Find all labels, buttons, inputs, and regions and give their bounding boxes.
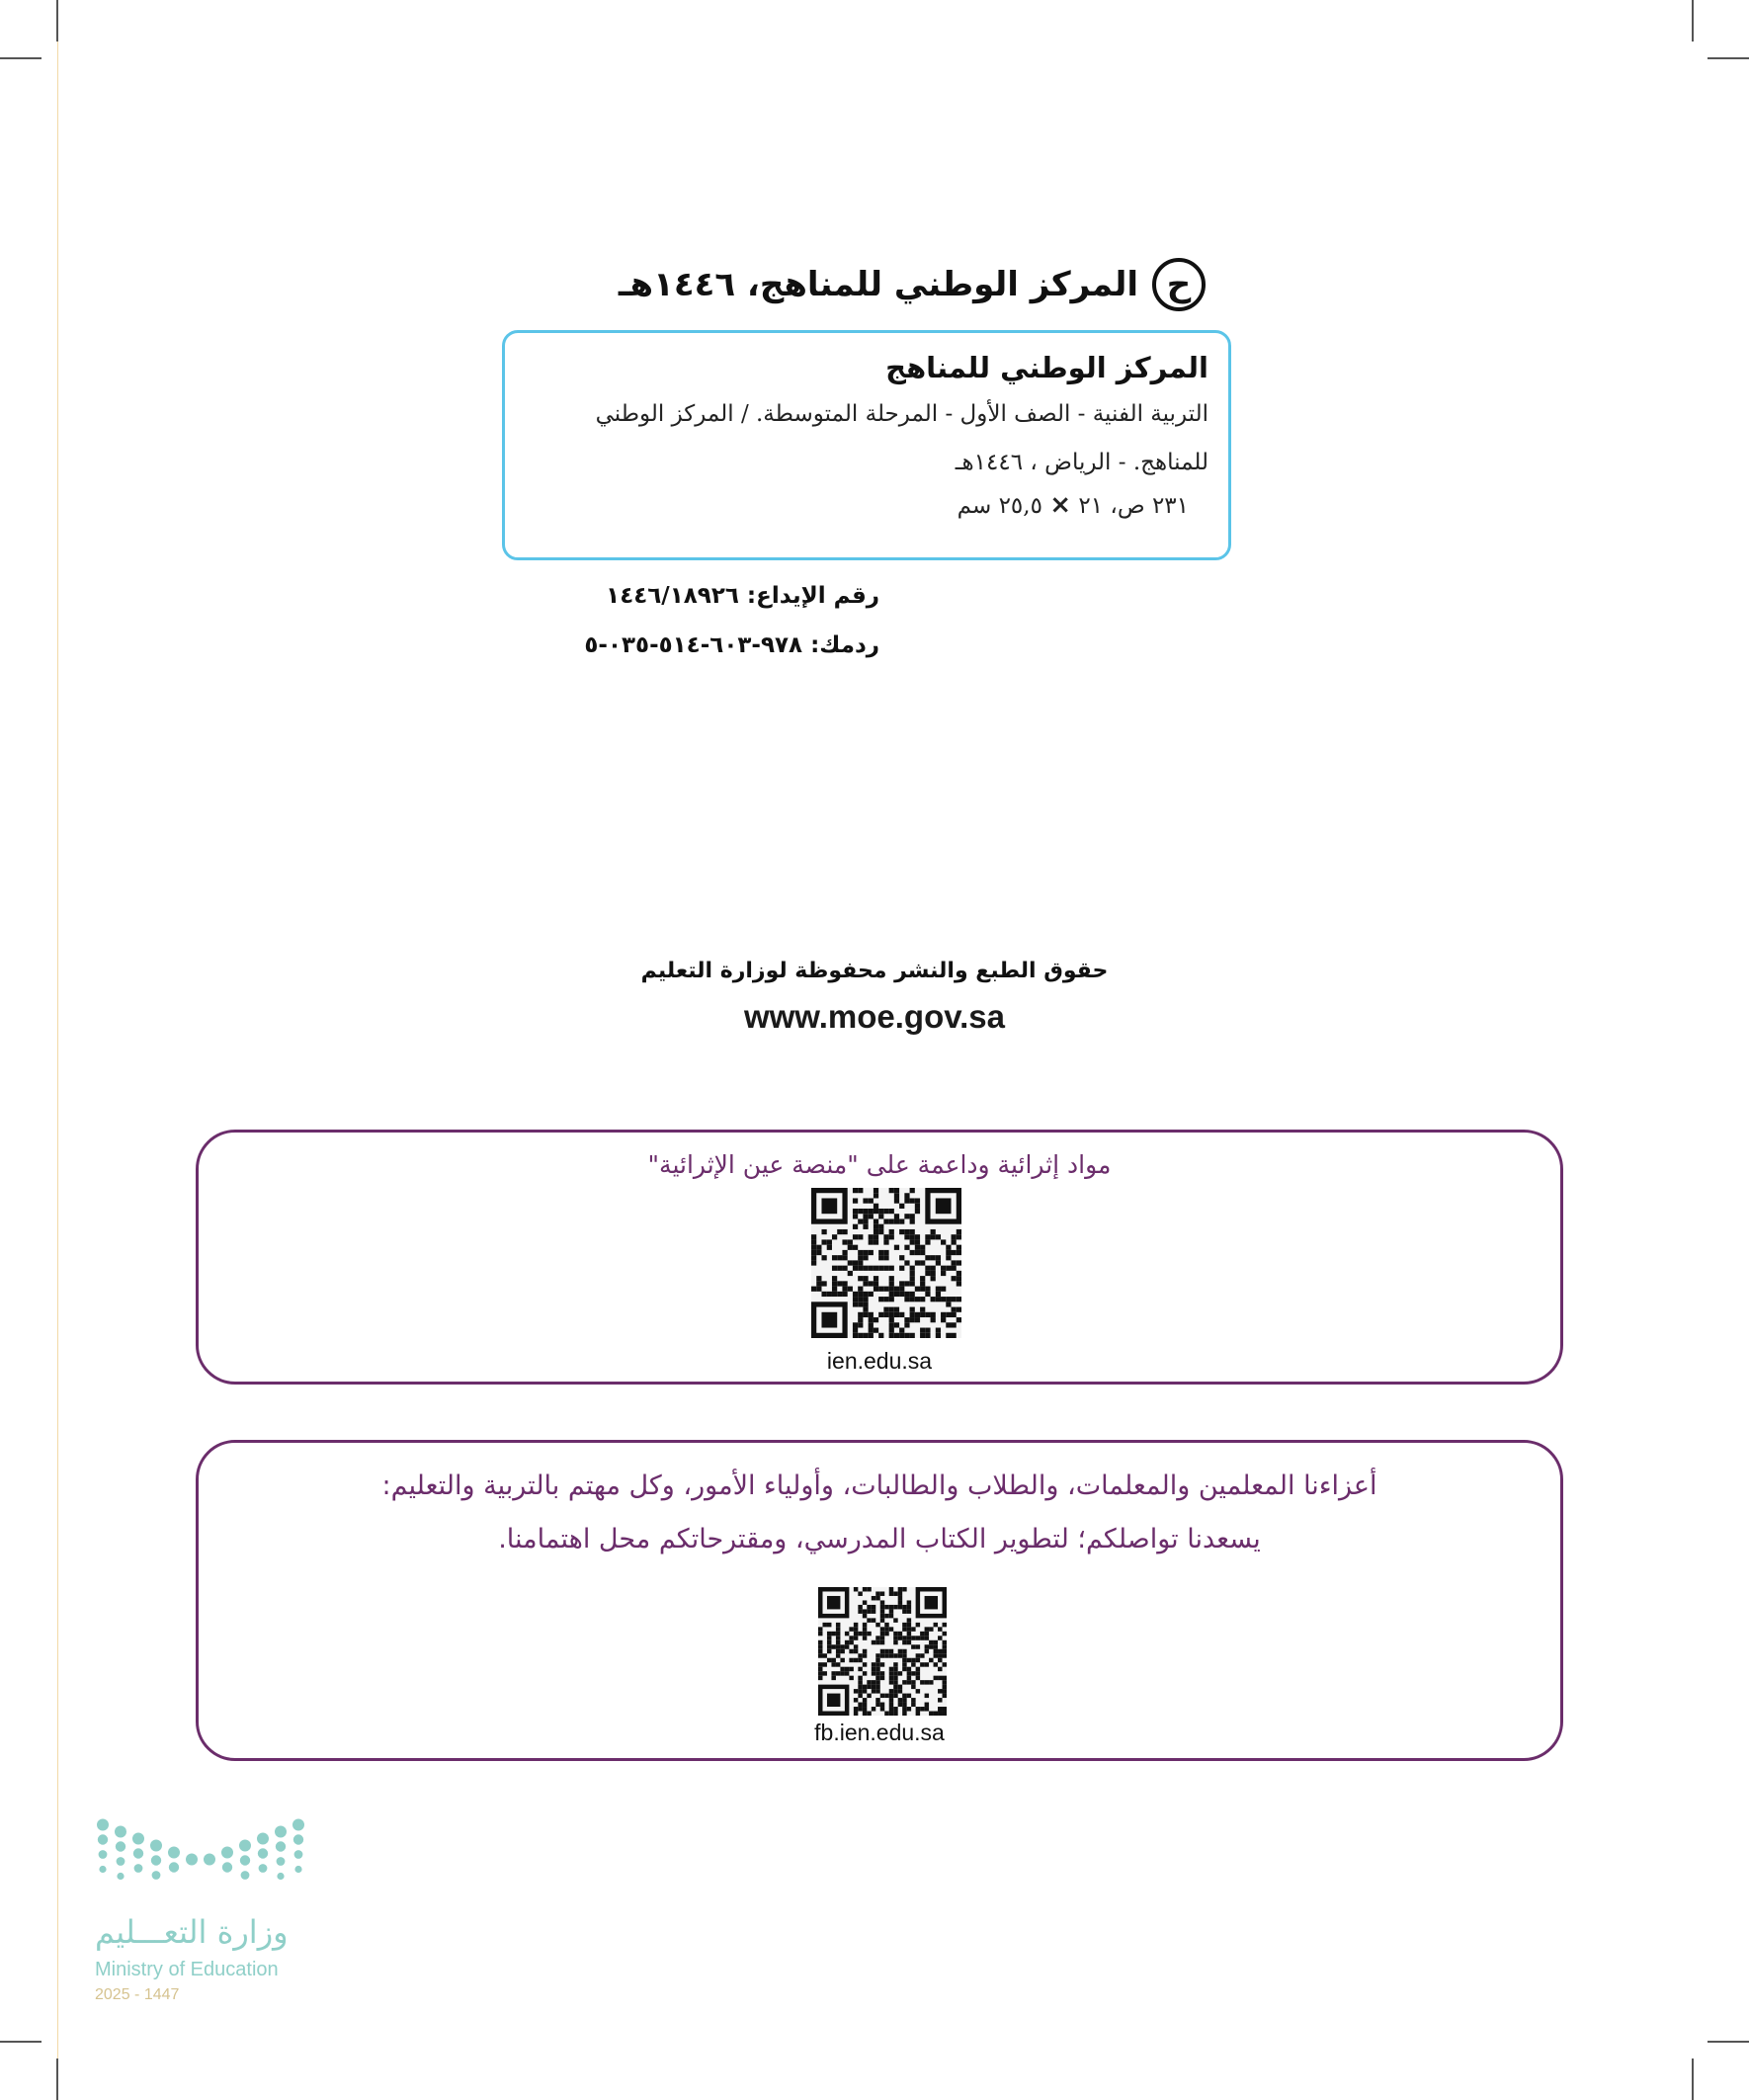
feedback-line-2: يسعدنا تواصلكم؛ لتطوير الكتاب المدرسي، ومقترحاتكم محل اهتمامنا. [498,1524,1261,1554]
catalog-width: ٢١ [1078,493,1104,519]
deposit-number [534,583,879,609]
crop-mark [1692,0,1694,42]
catalog-pages: ٢٣١ ص، [1110,493,1189,519]
copyright-text: المركز الوطني للمناهج، ١٤٤٦هـ [618,265,1138,304]
copyright-line [593,255,1206,314]
feedback-qr-code[interactable] [818,1587,947,1716]
catalog-box [502,330,1231,560]
catalog-height: ٢٥,٥ سم [957,493,1042,519]
crop-mark [56,0,58,42]
ien-box-title: مواد إثرائية وداعمة على "منصة عين الإثرائية" [647,1150,1112,1179]
deposit-label: رقم الإيداع: [746,583,879,609]
bleed-line [57,42,58,2058]
crop-mark [1707,2041,1749,2043]
ien-qr-code[interactable] [811,1188,961,1338]
ien-platform-box [196,1130,1563,1385]
crop-mark [0,57,42,59]
ministry-logo-year: 2025 - 1447 [95,1986,180,2003]
ministry-name-arabic: وزارة التعـــليم [95,1913,289,1951]
feedback-box [196,1440,1563,1761]
isbn-label: ردمك: [810,632,879,658]
isbn-number [534,632,879,658]
qr-code-icon [811,1188,961,1338]
rights-notice: حقوق الطبع والنشر محفوظة لوزارة التعليم [640,959,1109,983]
catalog-title: المركز الوطني للمناهج [885,351,1208,384]
isbn-value: ٩٧٨-٦٠٣-٥١٤-٠٣٥-٥ [584,632,803,658]
crop-mark [56,2058,58,2100]
ien-url[interactable]: ien.edu.sa [826,1348,933,1374]
qr-code-icon [818,1587,947,1716]
catalog-line-1: التربية الفنية - الصف الأول - المرحلة المتوسطة. / المركز الوطني [595,401,1208,427]
crop-mark [1707,57,1749,59]
deposit-value: ١٤٤٦/١٨٩٢٦ [606,583,739,609]
feedback-line-1: أعزاءنا المعلمين والمعلمات، والطلاب والطالبات، وأولياء الأمور، وكل مهتم بالتربية والتعليم: [381,1470,1377,1501]
crop-mark [0,2041,42,2043]
feedback-url[interactable]: fb.ien.edu.sa [814,1720,945,1745]
catalog-dimensions [527,485,1208,526]
times-sign: × [1049,490,1072,520]
copyright-symbol: ح [1152,258,1206,311]
crop-mark [1692,2058,1694,2100]
website-link[interactable]: www.moe.gov.sa [743,998,1006,1035]
catalog-line-2: للمناهج. - الرياض ، ١٤٤٦هـ [955,450,1208,475]
ministry-name-english: Ministry of Education [95,1959,279,1980]
ministry-logo-dots-icon [95,1818,312,1907]
